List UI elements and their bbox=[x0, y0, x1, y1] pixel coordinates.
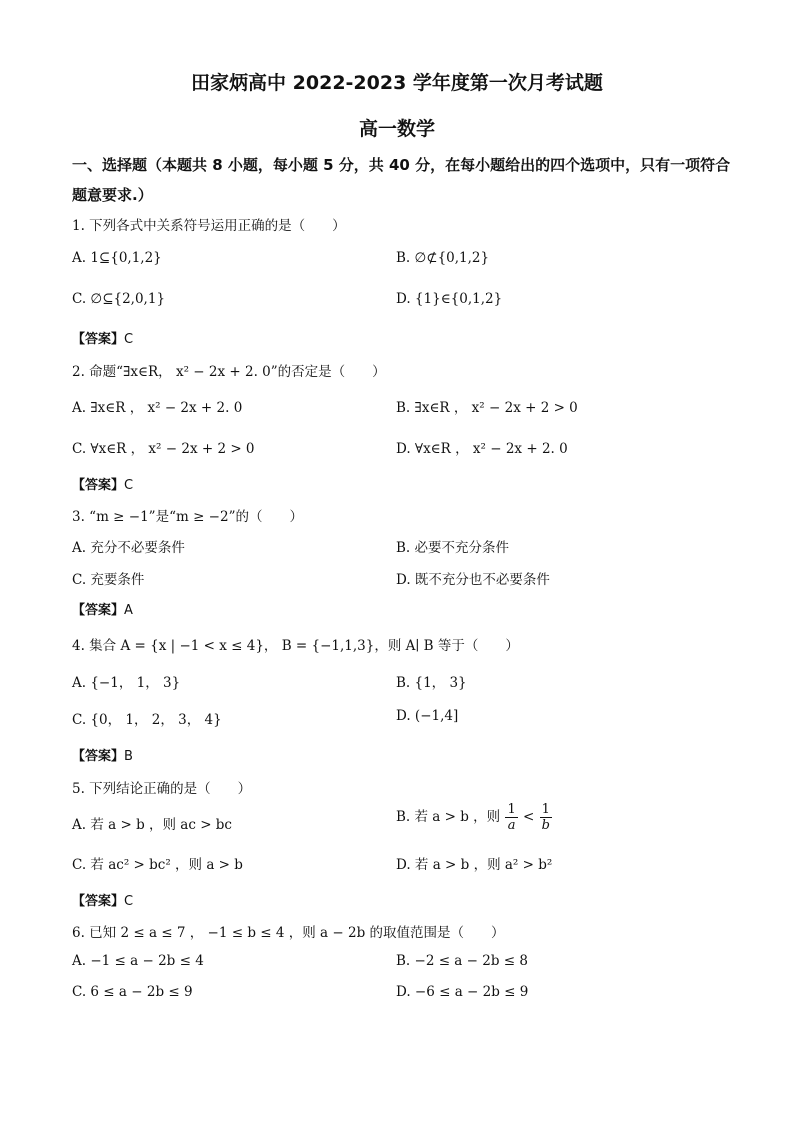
question-6-option-a: A. −1 ≤ a − 2b ≤ 4 bbox=[72, 953, 204, 969]
question-1-answer bbox=[72, 328, 133, 347]
less-than-sign: < bbox=[523, 809, 535, 825]
question-4-answer bbox=[72, 745, 133, 764]
question-2-stem: 2. 命题“∃x∈R， x² − 2x + 2. 0”的否定是（ ） bbox=[72, 364, 386, 380]
answer-tag: 【答案】 bbox=[72, 894, 125, 909]
question-4-stem: 4. 集合 A = {x | −1 < x ≤ 4}， B = {−1,1,3}，则 A∣ B 等于（ ） bbox=[72, 638, 519, 654]
question-6-option-c: C. 6 ≤ a − 2b ≤ 9 bbox=[72, 984, 193, 1000]
question-1-option-b: B. ∅⊄{0,1,2} bbox=[396, 250, 490, 266]
question-2-option-d: D. ∀x∈R ， x² − 2x + 2. 0 bbox=[396, 441, 568, 457]
exam-title: 田家炳高中 2022-2023 学年度第一次月考试题 bbox=[191, 72, 603, 94]
question-1-option-c: C. ∅⊆{2,0,1} bbox=[72, 291, 166, 307]
question-6-option-d: D. −6 ≤ a − 2b ≤ 9 bbox=[396, 984, 529, 1000]
question-1-stem: 1. 下列各式中关系符号运用正确的是（ ） bbox=[72, 218, 346, 234]
question-2-option-b: B. ∃x∈R ， x² − 2x + 2 > 0 bbox=[396, 400, 578, 416]
question-5-option-a: A. 若 a > b ，则 ac > bc bbox=[72, 817, 232, 833]
fraction-numerator: 1 bbox=[541, 802, 550, 817]
answer-tag: 【答案】 bbox=[72, 478, 125, 493]
option-b-prefix: B. 若 a > b ，则 bbox=[396, 809, 501, 825]
question-3-option-a: A. 充分不必要条件 bbox=[72, 540, 185, 556]
question-2-option-a: A. ∃x∈R ， x² − 2x + 2. 0 bbox=[72, 400, 243, 416]
exam-subtitle: 高一数学 bbox=[358, 118, 435, 140]
question-1-option-a: A. 1⊆{0,1,2} bbox=[72, 250, 162, 266]
question-4-option-d: D. (−1,4] bbox=[396, 708, 459, 724]
question-5-stem: 5. 下列结论正确的是（ ） bbox=[72, 781, 252, 797]
question-4-option-b: B. {1， 3} bbox=[396, 675, 467, 691]
answer-value: B bbox=[124, 749, 133, 764]
answer-value: C bbox=[124, 332, 134, 347]
question-5-answer bbox=[72, 890, 133, 909]
question-3-stem: 3. “m ≥ −1”是“m ≥ −2”的（ ） bbox=[72, 509, 303, 525]
answer-value: C bbox=[124, 894, 134, 909]
answer-value: C bbox=[124, 478, 134, 493]
fraction-denominator: a bbox=[507, 818, 516, 833]
fraction-one-over-b bbox=[540, 802, 552, 833]
answer-tag: 【答案】 bbox=[72, 603, 125, 618]
question-6-option-b: B. −2 ≤ a − 2b ≤ 8 bbox=[396, 953, 528, 969]
answer-value: A bbox=[124, 603, 133, 618]
question-3-option-c: C. 充要条件 bbox=[72, 572, 145, 588]
question-4-option-a: A. {−1， 1， 3} bbox=[72, 675, 181, 691]
answer-tag: 【答案】 bbox=[72, 332, 125, 347]
question-2-answer bbox=[72, 474, 133, 493]
section-heading: 一、选择题（本题共 8 小题，每小题 5 分，共 40 分，在每小题给出的四个选项中，只有一项符合题意要求.） bbox=[72, 156, 731, 204]
question-3-answer bbox=[72, 599, 133, 618]
question-5-option-b bbox=[396, 802, 553, 833]
question-6-stem: 6. 已知 2 ≤ a ≤ 7 ， −1 ≤ b ≤ 4 ，则 a − 2b 的取值范围是（ ） bbox=[72, 925, 505, 941]
question-5-option-d: D. 若 a > b ，则 a² > b² bbox=[396, 857, 553, 873]
fraction-denominator: b bbox=[541, 818, 550, 833]
question-5-option-c: C. 若 ac² > bc² ，则 a > b bbox=[72, 857, 243, 873]
fraction-numerator: 1 bbox=[507, 802, 516, 817]
fraction-one-over-a bbox=[505, 802, 517, 833]
question-1-option-d: D. {1}∈{0,1,2} bbox=[396, 291, 503, 307]
question-3-option-b: B. 必要不充分条件 bbox=[396, 540, 510, 556]
answer-tag: 【答案】 bbox=[72, 749, 125, 764]
question-3-option-d: D. 既不充分也不必要条件 bbox=[396, 572, 550, 588]
question-2-option-c: C. ∀x∈R ， x² − 2x + 2 > 0 bbox=[72, 441, 255, 457]
question-4-option-c: C. {0， 1， 2， 3， 4} bbox=[72, 712, 222, 728]
